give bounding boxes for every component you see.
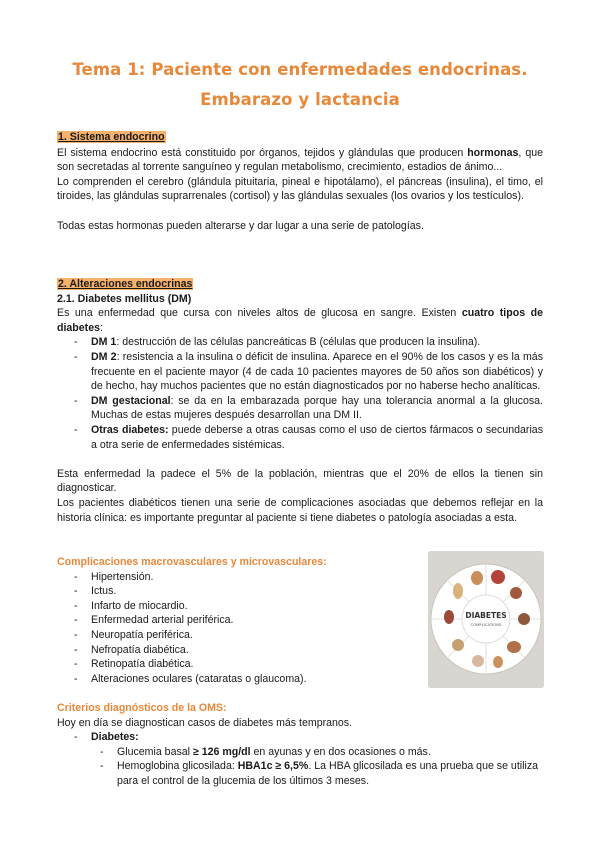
list-item: - Hipertensión. [57, 570, 417, 585]
image-label-complications: COMPLICATIONS [470, 622, 502, 627]
oms-criteria-block [57, 701, 543, 789]
list-item: - DM gestacional: se da en la embarazada porque hay una tolerancia anormal a la glucosa. Muchas de estas mujeres después desarrollan una DM II. [57, 394, 543, 423]
list-item: - Alteraciones oculares (cataratas o glaucoma). [57, 672, 417, 687]
diabetes-stats-paragraph: Esta enfermedad la padece el 5% de la población, mientras que el 20% de ellos la tienen sin diagnosticar. [57, 467, 543, 495]
list-item: - Neuropatía periférica. [57, 628, 417, 643]
section-1-paragraph-2: Lo comprenden el cerebro (glándula pituitaria, pineal e hipotálamo), el páncreas (insulina), el timo, el tiroides, las glándulas suprarrenales (cortisol) y las glándulas sexuales (los ovarios y los testículos). [57, 175, 543, 203]
diabetes-types-list [57, 335, 543, 452]
oms-heading: Criterios diagnósticos de la OMS: [57, 702, 227, 714]
oms-list [57, 730, 543, 788]
list-item: - Diabetes: - Glucemia basal ≥ 126 mg/dl en ayunas y en dos ocasiones o más. - Hemoglobina glicosilada: HBA1c ≥ 6,5%. La HBA glicosilada es una prueba que se utiliza para el control de la glucemia de los últimos 3 meses. [57, 730, 543, 788]
image-label-diabetes: DIABETES [465, 611, 507, 620]
page-title-line-1: Tema 1: Paciente con enfermedades endocrinas. [72, 60, 528, 79]
complications-block [57, 555, 417, 686]
list-item: - Otras diabetes: puede deberse a otras causas como el uso de ciertos fármacos o secundarias a otra serie de enfermedades sistémicas. [57, 423, 543, 452]
oms-criteria-sublist [57, 745, 543, 789]
section-1-paragraph-3: Todas estas hormonas pueden alterarse y dar lugar a una serie de patologías. [57, 219, 424, 232]
list-item: - Nefropatía diabética. [57, 643, 417, 658]
list-item: - Infarto de miocardio. [57, 599, 417, 614]
list-item: - Glucemia basal ≥ 126 mg/dl en ayunas y en dos ocasiones o más. [57, 745, 543, 760]
list-item: - Retinopatía diabética. [57, 657, 417, 672]
subsection-diabetes-heading: 2.1. Diabetes mellitus (DM) [57, 292, 192, 305]
section-1-paragraph-1: El sistema endocrino está constituido por órganos, tejidos y glándulas que producen hormonas, que son secretadas al torrente sanguíneo y regulan metabolismo, crecimiento, estadios de ánimo... [57, 146, 543, 174]
diabetes-intro: Es una enfermedad que cursa con niveles altos de glucosa en sangre. Existen cuatro tipos de diabetes: [57, 307, 543, 334]
list-item: - Hemoglobina glicosilada: HBA1c ≥ 6,5%. La HBA glicosilada es una prueba que se utiliza para el control de la glucemia de los últimos 3 meses. [57, 759, 543, 788]
section-2-heading: 2. Alteraciones endocrinas [58, 278, 193, 290]
diabetes-complications-image [428, 551, 544, 688]
section-endocrine-system [57, 130, 543, 233]
list-item: - DM 1: destrucción de las células pancreáticas B (células que producen la insulina). [57, 335, 543, 350]
complications-heading: Complicaciones macrovasculares y microvasculares: [57, 556, 327, 568]
page-title-line-2: Embarazo y lactancia [200, 90, 400, 109]
oms-intro: Hoy en día se diagnostican casos de diabetes más tempranos. [57, 716, 353, 729]
list-item: - Ictus. [57, 584, 417, 599]
section-endocrine-disorders [57, 277, 543, 525]
list-item: - Enfermedad arterial periférica. [57, 613, 417, 628]
complications-list [57, 570, 417, 687]
section-1-heading: 1. Sistema endocrino [58, 131, 165, 143]
diabetes-complications-paragraph: Los pacientes diabéticos tienen una serie de complicaciones asociadas que debemos reflejar en la historia clínica: es importante preguntar al paciente si tiene diabetes o patología asociadas a esta. [57, 496, 543, 524]
list-item: - DM 2: resistencia a la insulina o déficit de insulina. Aparece en el 90% de los casos y es la más frecuente en el paciente mayor (4 de cada 10 pacientes mayores de 50 años son diabéticos) y de hecho, hay muchos pacientes que no están diagnosticados por no haberse hecho analíticas. [57, 350, 543, 394]
